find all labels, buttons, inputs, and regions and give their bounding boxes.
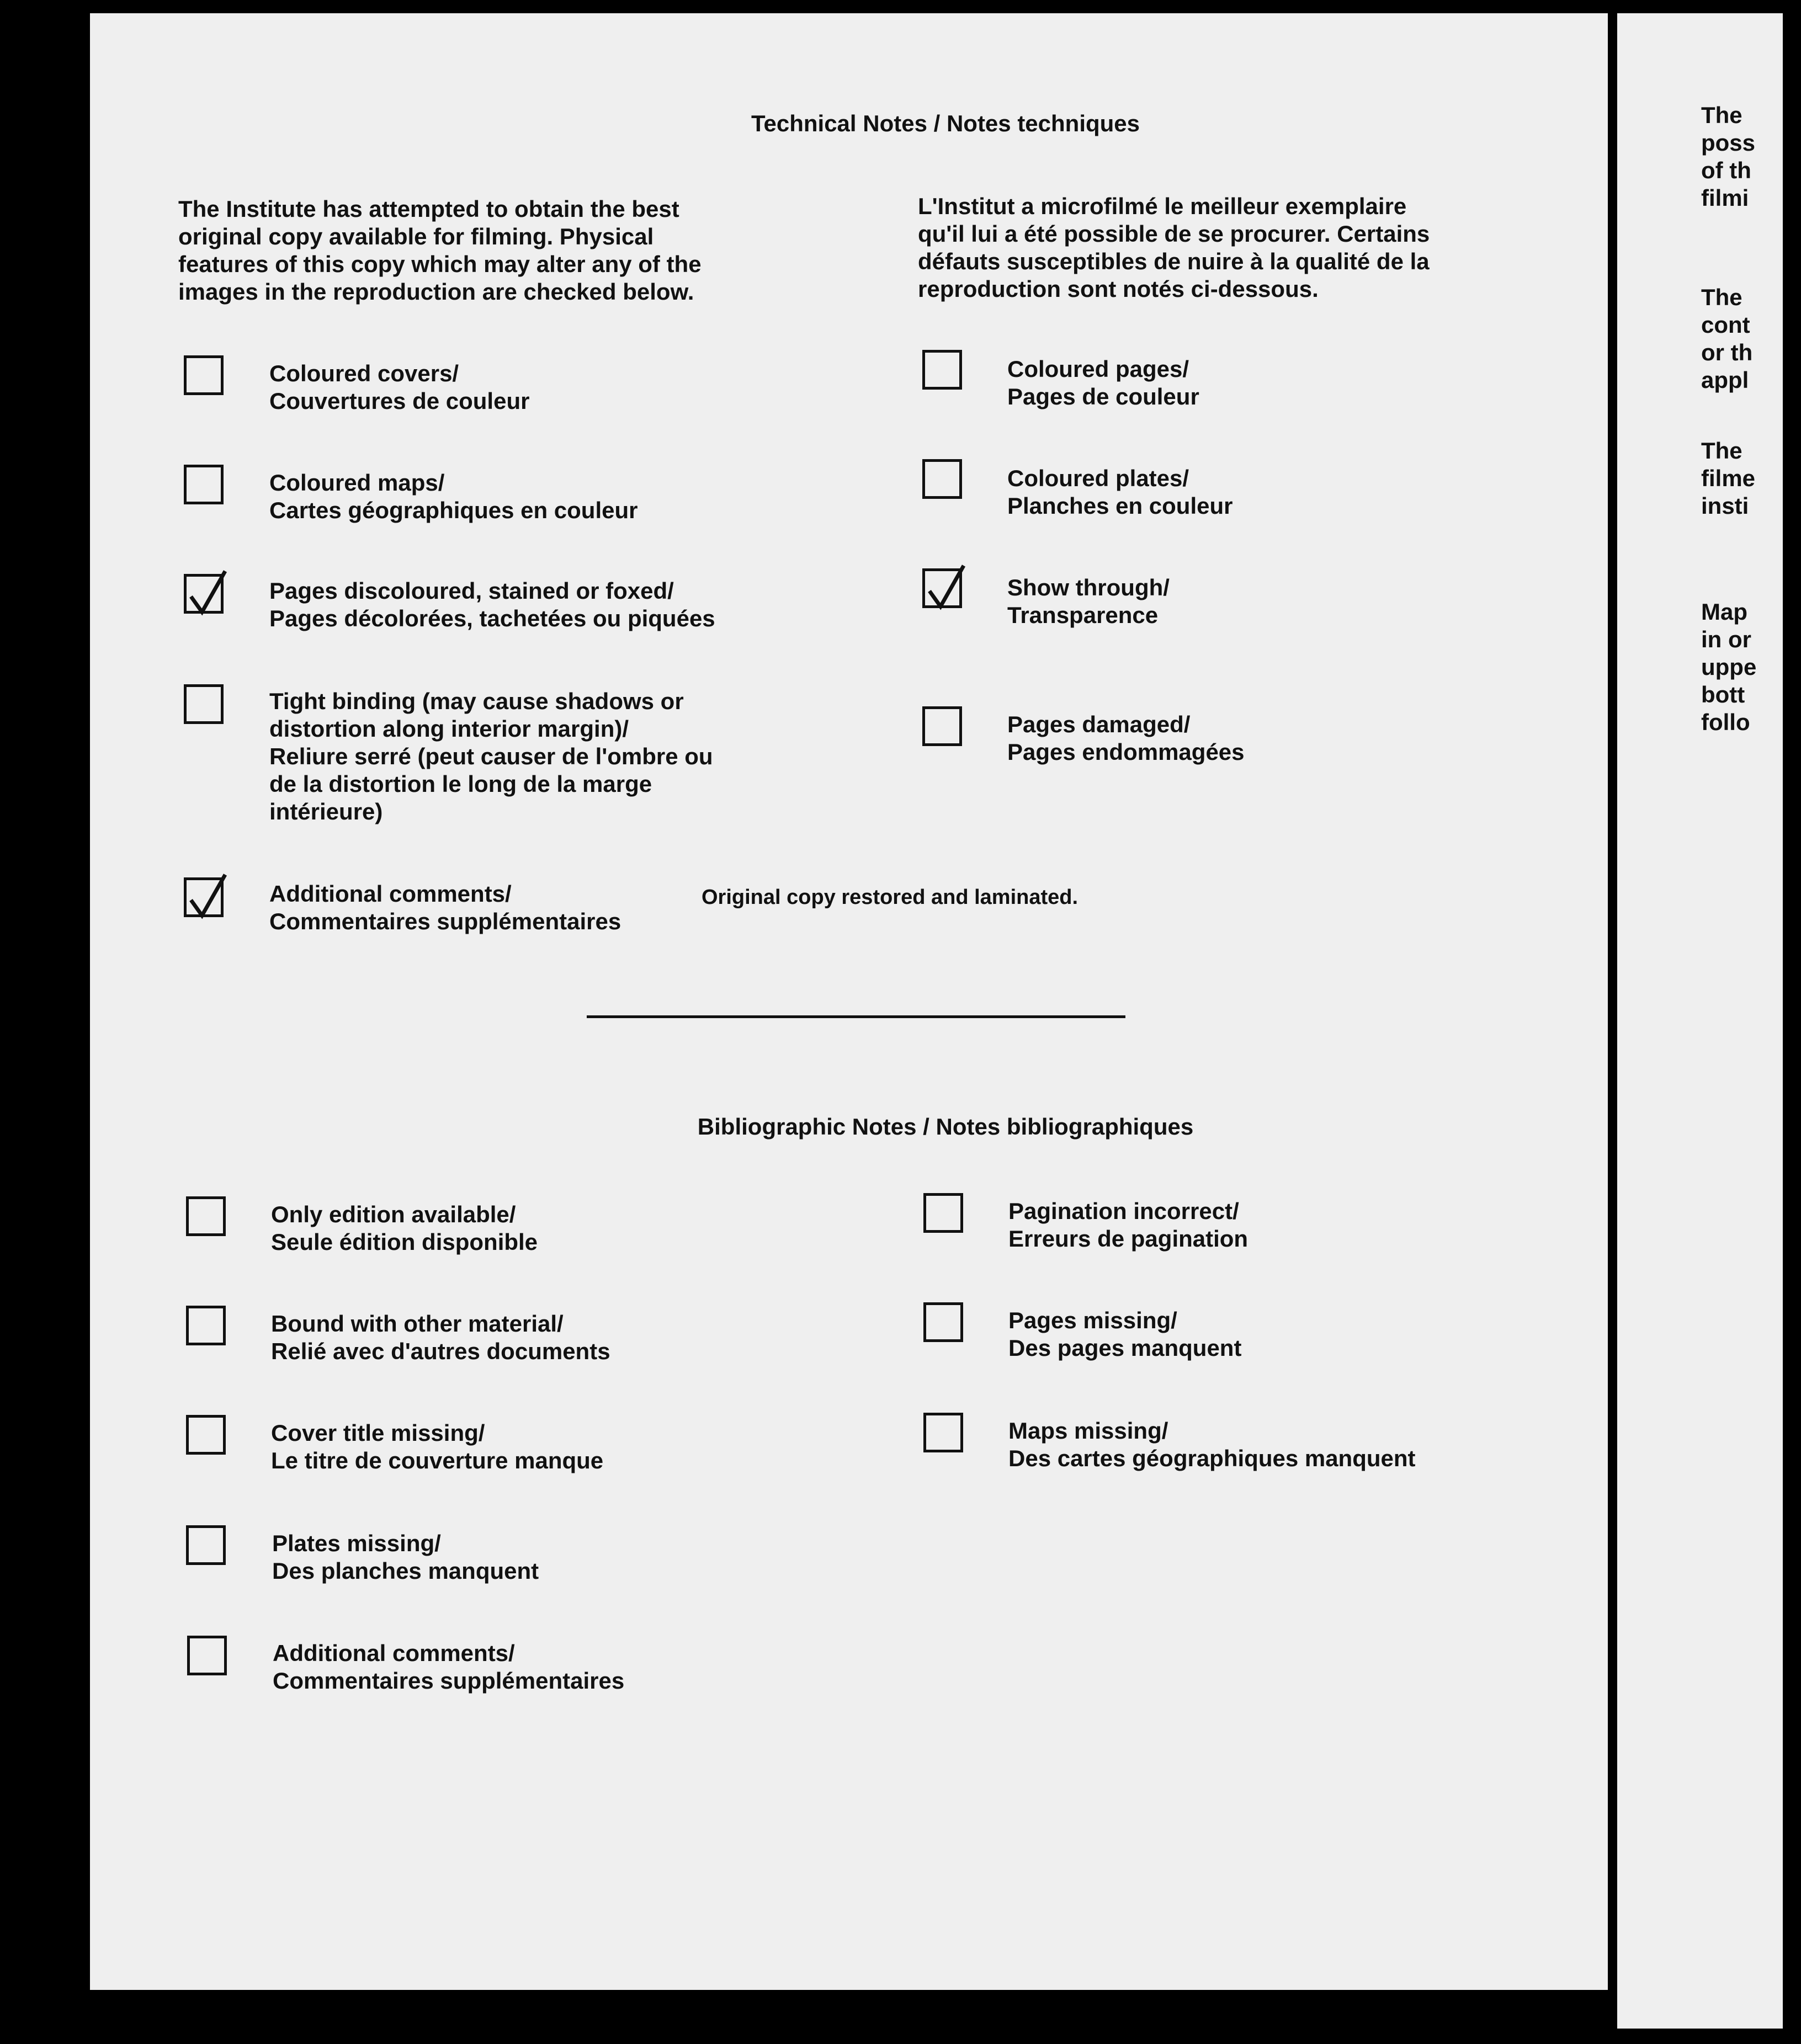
checkbox-coloured-plates[interactable]: [922, 459, 962, 499]
technical-comment-text: Original copy restored and laminated.: [702, 886, 1079, 909]
adjacent-page-block-2: The cont or th appl: [1701, 284, 1753, 393]
label-only-edition: Only edition available/ Seule édition disponible: [271, 1201, 538, 1255]
bibliographic-notes-heading: Bibliographic Notes / Notes bibliographiques: [697, 1114, 1194, 1140]
adjacent-page: [1617, 13, 1783, 2029]
label-maps-missing: Maps missing/ Des cartes géographiques manquent: [1008, 1418, 1416, 1471]
checkbox-show-through[interactable]: [922, 568, 962, 608]
section-divider: [587, 1015, 1125, 1018]
label-pagination-incorrect: Pagination incorrect/ Erreurs de pagination: [1008, 1198, 1249, 1252]
technical-notes-heading: Technical Notes / Notes techniques: [751, 110, 1140, 136]
checkbox-pages-missing[interactable]: [923, 1302, 963, 1342]
checkbox-maps-missing[interactable]: [923, 1413, 963, 1452]
technical-intro-en: The Institute has attempted to obtain the best original copy available for filming. Physical features of this copy which may alter any of the images in the reproduction are checked below.: [178, 196, 702, 305]
label-additional-comments-bibliographic: Additional comments/ Commentaires supplémentaires: [273, 1640, 625, 1694]
label-show-through: Show through/ Transparence: [1007, 574, 1170, 628]
document-page: [90, 13, 1608, 1990]
label-additional-comments-technical: Additional comments/ Commentaires supplémentaires: [269, 881, 621, 934]
technical-intro-fr: L'Institut a microfilmé le meilleur exemplaire qu'il lui a été possible de se procurer. Certains défauts susceptibles de nuire à la qualité de la reproduction sont notés ci-dessous.: [918, 193, 1430, 302]
label-cover-title-missing: Cover title missing/ Le titre de couverture manque: [271, 1420, 604, 1473]
checkbox-cover-title-missing[interactable]: [186, 1415, 226, 1455]
checkbox-bound-with[interactable]: [186, 1306, 226, 1345]
checkbox-pages-damaged[interactable]: [922, 706, 962, 746]
label-pages-damaged: Pages damaged/ Pages endommagées: [1007, 711, 1245, 765]
label-coloured-plates: Coloured plates/ Planches en couleur: [1007, 465, 1233, 519]
adjacent-page-block-1: The poss of th filmi: [1701, 102, 1756, 211]
label-pages-missing: Pages missing/ Des pages manquent: [1008, 1307, 1242, 1361]
label-bound-with: Bound with other material/ Relié avec d'autres documents: [271, 1311, 610, 1364]
adjacent-page-block-4: Map in or uppe bott follo: [1701, 599, 1757, 735]
checkbox-additional-comments-technical[interactable]: [184, 877, 224, 917]
checkbox-pagination-incorrect[interactable]: [923, 1193, 963, 1233]
checkbox-tight-binding[interactable]: [184, 684, 224, 724]
checkbox-coloured-pages[interactable]: [922, 350, 962, 390]
label-plates-missing: Plates missing/ Des planches manquent: [272, 1530, 539, 1584]
checkbox-coloured-covers[interactable]: [184, 355, 224, 395]
checkbox-pages-discoloured[interactable]: [184, 574, 224, 614]
label-coloured-maps: Coloured maps/ Cartes géographiques en couleur: [269, 470, 638, 523]
checkbox-coloured-maps[interactable]: [184, 465, 224, 504]
label-coloured-pages: Coloured pages/ Pages de couleur: [1007, 356, 1199, 409]
checkbox-plates-missing[interactable]: [186, 1525, 226, 1565]
adjacent-page-block-3: The filme insti: [1701, 438, 1756, 519]
checkbox-only-edition[interactable]: [186, 1196, 226, 1236]
checkbox-additional-comments-bibliographic[interactable]: [187, 1636, 227, 1675]
label-coloured-covers: Coloured covers/ Couvertures de couleur: [269, 360, 530, 414]
label-tight-binding: Tight binding (may cause shadows or distortion along interior margin)/ Reliure serré (peut causer de l'ombre ou de la distortion le long de la marge intérieure): [269, 688, 713, 824]
label-pages-discoloured: Pages discoloured, stained or foxed/ Pages décolorées, tachetées ou piquées: [269, 578, 715, 631]
